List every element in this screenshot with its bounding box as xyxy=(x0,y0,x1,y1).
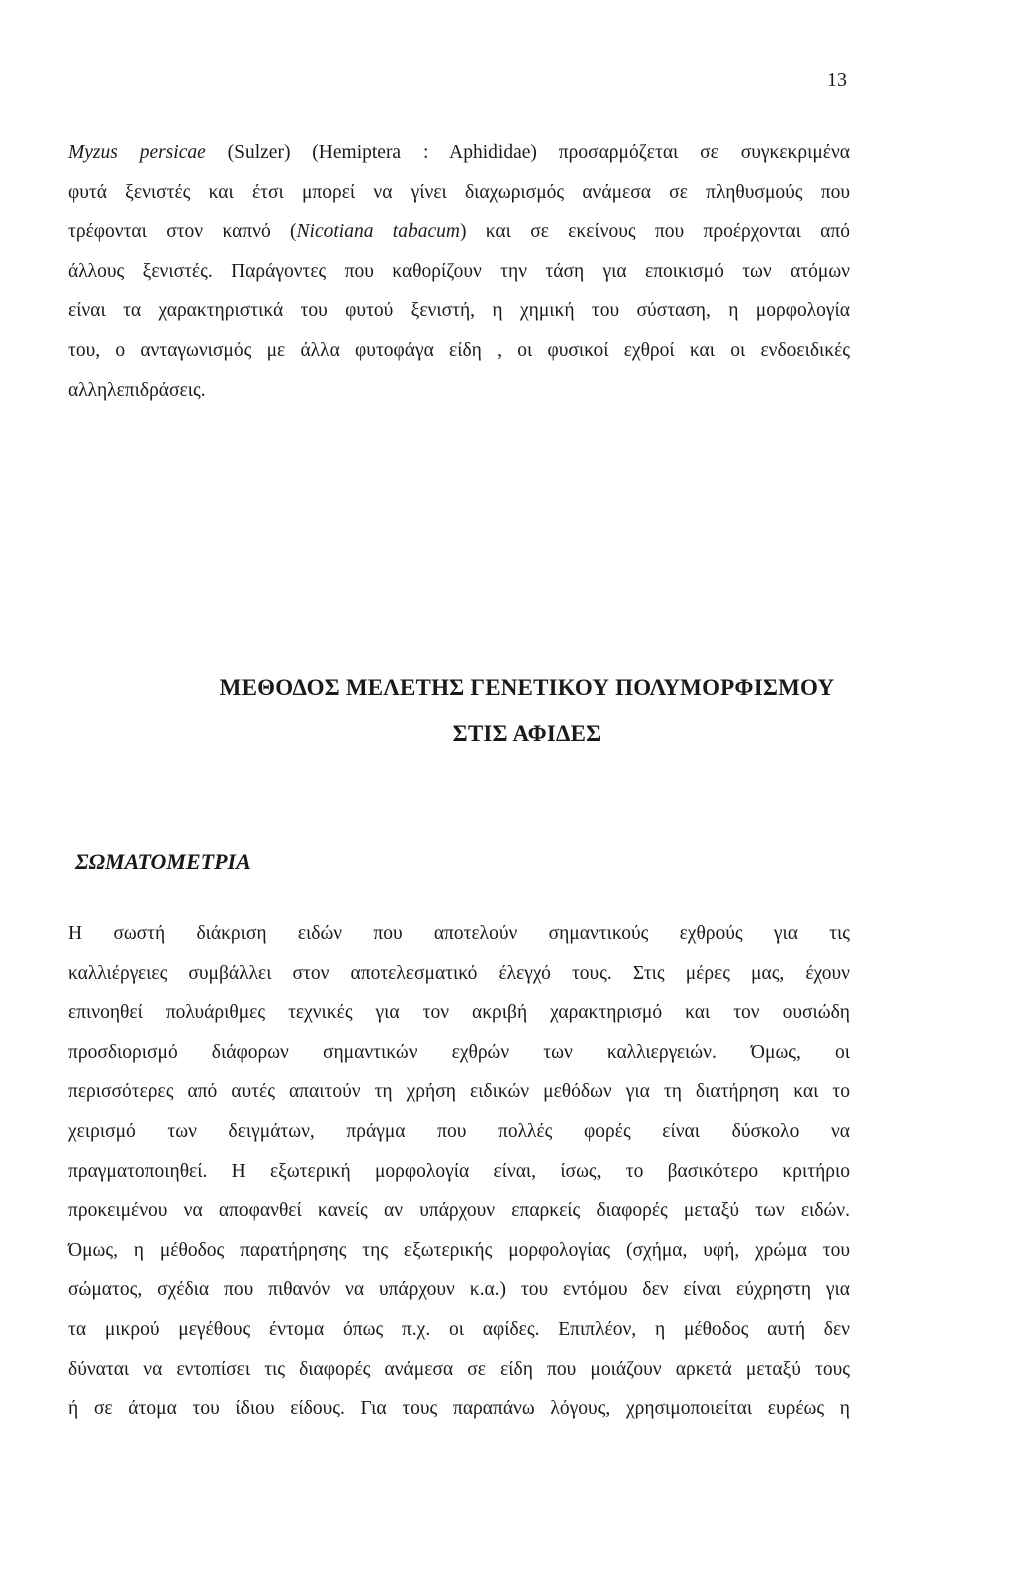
species-name: Nicotiana tabacum xyxy=(296,221,460,243)
species-name: Myzus persicae xyxy=(68,142,206,163)
intro-paragraph xyxy=(68,133,850,410)
intro-line: αλληλεπιδράσεις. xyxy=(68,379,206,401)
intro-text: τρέφονται στον καπνό ( xyxy=(68,221,297,243)
body-line: Η σωστή διάκριση ειδών που αποτελούν σημαντικούς εχθρούς για τις xyxy=(68,923,850,944)
page-number: 13 xyxy=(827,69,847,91)
body-line: δύναται να εντοπίσει τις διαφορές ανάμεσα σε είδη που μοιάζουν αρκετά μεταξύ τους xyxy=(68,1358,850,1380)
intro-line: του, ο ανταγωνισμός με άλλα φυτοφάγα είδη , οι φυσικοί εχθροί και οι ενδοειδικές xyxy=(68,339,850,361)
intro-line: φυτά ξενιστές και έτσι μπορεί να γίνει διαχωρισμός ανάμεσα σε πληθυσμούς που xyxy=(68,181,850,203)
body-line: προκειμένου να αποφανθεί κανείς αν υπάρχουν επαρκείς διαφορές μεταξύ των ειδών. xyxy=(68,1200,850,1222)
chapter-heading-continued: ΣΤΙΣ ΑΦΙΔΕΣ xyxy=(452,721,602,746)
body-line: προσδιορισμό διάφορων σημαντικών εχθρών των καλλιεργειών. Όμως, οι xyxy=(68,1041,850,1063)
body-line: περισσότερες από αυτές απαιτούν τη χρήση ειδικών μεθόδων για τη διατήρηση και το xyxy=(68,1081,850,1103)
chapter-heading: ΜΕΘΟΔΟΣ ΜΕΛΕΤΗΣ ΓΕΝΕΤΙΚΟΥ ΠΟΛΥΜΟΡΦΙΣΜΟΥ xyxy=(219,675,835,700)
intro-line xyxy=(68,133,850,173)
intro-text: ) και σε εκείνους που προέρχονται από xyxy=(459,221,850,243)
body-line: ή σε άτομα του ίδιου είδους. Για τους παραπάνω λόγους, χρησιμοποιείται ευρέως η xyxy=(68,1398,850,1420)
section-title: ΣΩΜΑΤΟΜΕΤΡΙΑ xyxy=(75,849,251,874)
body-line: σώματος, σχέδια που πιθανόν να υπάρχουν κ.α.) του εντόμου δεν είναι εύχρηστη για xyxy=(68,1279,850,1301)
intro-text: (Sulzer) (Hemiptera : Aphididae) προσαρμόζεται σε συγκεκριμένα xyxy=(205,142,851,163)
intro-line: είναι τα χαρακτηριστικά του φυτού ξενιστή, η χημική του σύσταση, η μορφολογία xyxy=(68,300,850,322)
body-line: τα μικρού μεγέθους έντομα όπως π.χ. οι αφίδες. Επιπλέον, η μέθοδος αυτή δεν xyxy=(68,1318,850,1340)
body-line: καλλιέργειες συμβάλλει στον αποτελεσματικό έλεγχό τους. Στις μέρες μας, έχουν xyxy=(68,962,850,984)
body-line: χειρισμό των δειγμάτων, πράγμα που πολλές φορές είναι δύσκολο να xyxy=(68,1120,850,1142)
intro-line xyxy=(68,212,850,252)
body-paragraph xyxy=(68,914,850,1429)
body-line: πραγματοποιηθεί. Η εξωτερική μορφολογία είναι, ίσως, το βασικότερο κριτήριο xyxy=(68,1160,850,1182)
intro-line: άλλους ξενιστές. Παράγοντες που καθορίζουν την τάση για εποικισμό των ατόμων xyxy=(68,260,850,282)
body-line: Όμως, η μέθοδος παρατήρησης της εξωτερικής μορφολογίας (σχήμα, υφή, χρώμα του xyxy=(68,1239,850,1261)
body-line: επινοηθεί πολυάριθμες τεχνικές για τον ακριβή χαρακτηρισμό και τον ουσιώδη xyxy=(68,1002,850,1024)
